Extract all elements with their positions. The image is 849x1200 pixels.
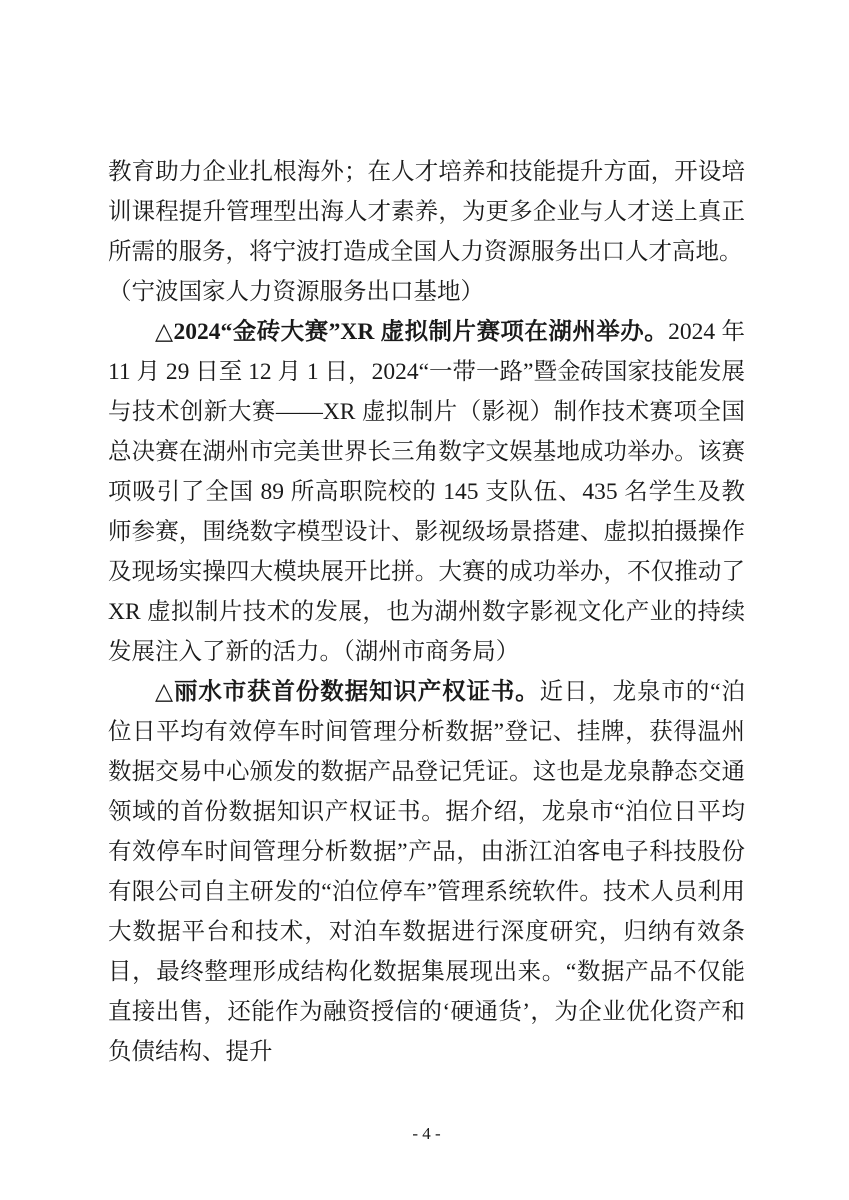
news-item-body: 2024 年 11 月 29 日至 12 月 1 日，2024“一带一路”暨金砖国家技能发展与技术创新大赛——XR 虚拟制片（影视）制作技术赛项全国总决赛在湖州市完美世界长三角数字文娱基地成功举办。该赛项吸引了全国 89 所高职院校的 145 支队伍、435 名学生及教师参赛，围绕数字模型设计、影视级场景搭建、虚拟拍摄操作及现场实操四大模块展开比拼。大赛的成功举办，不仅推动了 XR 虚拟制片技术的发展，也为湖州数字影视文化产业的持续发展注入了新的活力。（湖州市商务局） bbox=[108, 319, 746, 665]
news-item-lishui-data-certificate bbox=[108, 672, 745, 1072]
news-item-brics-competition bbox=[108, 312, 745, 672]
news-item-heading: △2024“金砖大赛”XR 虚拟制片赛项在湖州举办。 bbox=[155, 319, 669, 345]
news-item-body: 近日，龙泉市的“泊位日平均有效停车时间管理分析数据”登记、挂牌，获得温州数据交易中心颁发的数据产品登记凭证。这也是龙泉静态交通领域的首份数据知识产权证书。据介绍，龙泉市“泊位日平均有效停车时间管理分析数据”产品，由浙江泊客电子科技股份有限公司自主研发的“泊位停车”管理系统软件。技术人员利用大数据平台和技术，对泊车数据进行深度研究，归纳有效条目，最终整理形成结构化数据集展现出来。“数据产品不仅能直接出售，还能作为融资授信的‘硬通货’，为企业优化资产和负债结构、提升 bbox=[108, 679, 745, 1065]
page-number: - 4 - bbox=[412, 1124, 441, 1143]
news-item-heading: △丽水市获首份数据知识产权证书。 bbox=[155, 679, 540, 705]
paragraph-continuation-text: 教育助力企业扎根海外；在人才培养和技能提升方面，开设培训课程提升管理型出海人才素养，为更多企业与人才送上真正所需的服务，将宁波打造成全国人力资源服务出口人才高地。 bbox=[108, 159, 745, 265]
document-body bbox=[108, 152, 745, 1072]
paragraph-continuation bbox=[108, 152, 745, 312]
source-attribution-ningbo: （宁波国家人力资源服务出口基地） bbox=[108, 279, 484, 305]
